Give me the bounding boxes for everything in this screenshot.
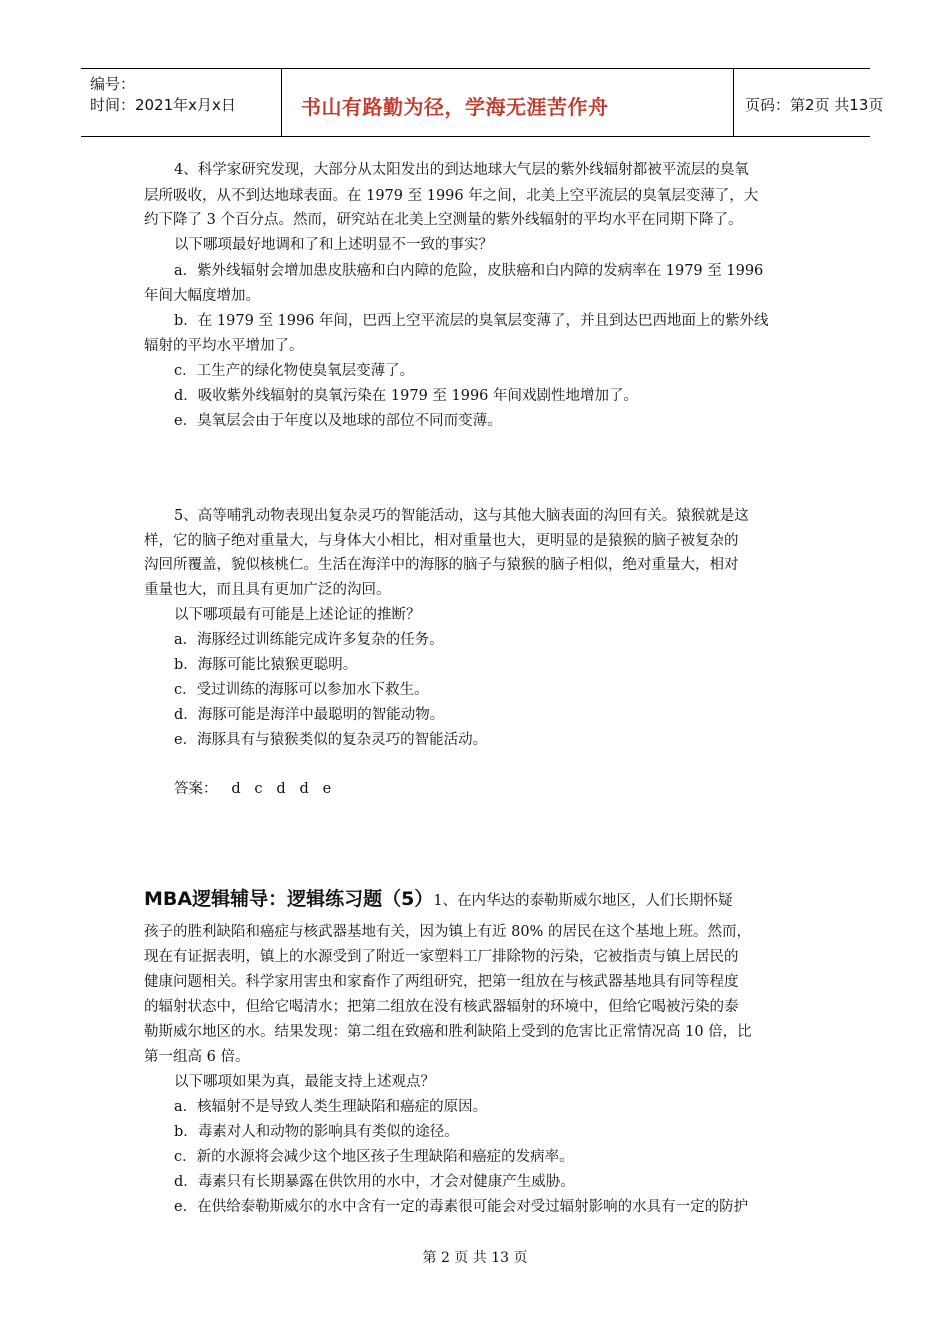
section-option: c．新的水源将会减少这个地区孩子生理缺陷和癌症的发病率。 (174, 1149, 574, 1165)
header-page-info: 页码：第2页 共13页 (745, 96, 884, 114)
q5-stem-line: 沟回所覆盖，貌似核桃仁。生活在海洋中的海豚的脑子与猿猴的脑子相似，绝对重量大，相对 (144, 557, 739, 573)
section-stem-line: 勒斯威尔地区的水。结果发现：第二组在致癌和胜利缺陷上受到的危害比正常情况高 10 倍，比 (144, 1024, 752, 1040)
q4-option-b-cont: 辐射的平均水平增加了。 (144, 338, 304, 354)
q5-option: e．海豚具有与猿猴类似的复杂灵巧的智能活动。 (174, 732, 488, 748)
section-stem-line: 的辐射状态中，但给它喝清水；把第二组放在没有核武器辐射的环境中，但给它喝被污染的泰 (144, 999, 739, 1015)
section-stem-line: 孩子的胜利缺陷和癌症与核武器基地有关，因为镇上有近 80% 的居民在这个基地上班。然而， (144, 924, 751, 940)
q4-stem-line: 层所吸收，从不到达地球表面。在 1979 至 1996 年之间，北美上空平流层的臭氧层变薄了，大 (144, 188, 759, 204)
q4-option-a: a．紫外线辐射会增加患皮肤癌和白内障的危险，皮肤癌和白内障的发病率在 1979 至 1996 (174, 263, 764, 279)
page-footer: 第 2 页 共 13 页 (422, 1250, 528, 1266)
header-motto-cell (281, 69, 734, 136)
page-header (81, 68, 884, 137)
section-option: d．毒素只有长期暴露在供饮用的水中，才会对健康产生威胁。 (174, 1174, 575, 1190)
q4-option-e: e．臭氧层会由于年度以及地球的部位不同而变薄。 (174, 413, 502, 429)
header-number-label: 编号： (90, 75, 136, 93)
header-motto: 书山有路勤为径，学海无涯苦作舟 (301, 95, 609, 119)
header-page-cell (733, 69, 884, 136)
section-stem-line: 第一组高 6 倍。 (144, 1049, 250, 1065)
section-title: MBA逻辑辅导：逻辑练习题（5） (144, 888, 434, 910)
q4-stem-line: 4、科学家研究发现，大部分从太阳发出的到达地球大气层的紫外线辐射都被平流层的臭氧 (174, 162, 749, 178)
section-stem-line: 现在有证据表明，镇上的水源受到了附近一家塑料工厂排除物的污染，它被指责与镇上居民的 (144, 949, 739, 965)
q5-stem-line: 样，它的脑子绝对重量大，与身体大小相比，相对重量也大，更明显的是猿猴的脑子被复杂的 (144, 533, 739, 549)
q4-option-d: d．吸收紫外线辐射的臭氧污染在 1979 至 1996 年间戏剧性地增加了。 (174, 388, 639, 404)
q5-question: 以下哪项最有可能是上述论证的推断？ (174, 607, 421, 623)
section-stem-line: 健康问题相关。科学家用害虫和家畜作了两组研究，把第一组放在与核武器基地具有同等程度 (144, 974, 739, 990)
section-first-line: 1、在内华达的泰勒斯威尔地区，人们长期怀疑 (433, 893, 733, 909)
header-meta-cell (81, 69, 282, 136)
q5-stem-line: 5、高等哺乳动物表现出复杂灵巧的智能活动，这与其他大脑表面的沟回有关。猿猴就是这 (174, 508, 749, 524)
q5-option: b．海豚可能比猿猴更聪明。 (174, 657, 358, 673)
q4-question: 以下哪项最好地调和了和上述明显不一致的事实？ (174, 237, 493, 253)
q4-option-a-cont: 年间大幅度增加。 (144, 288, 260, 304)
section-option: a．核辐射不是导致人类生理缺陷和癌症的原因。 (174, 1099, 488, 1115)
section-option: b．毒素对人和动物的影响具有类似的途径。 (174, 1124, 459, 1140)
section-question: 以下哪项如果为真，最能支持上述观点？ (174, 1074, 435, 1090)
q5-option: d．海豚可能是海洋中最聪明的智能动物。 (174, 707, 445, 723)
q4-option-c: c．工生产的绿化物使臭氧层变薄了。 (174, 363, 415, 379)
q5-option: a．海豚经过训练能完成许多复杂的任务。 (174, 632, 444, 648)
q5-option: c．受过训练的海豚可以参加水下救生。 (174, 682, 429, 698)
answer-key: 答案： d c d d e (174, 781, 332, 797)
section-heading-line (144, 884, 733, 911)
q5-stem-line: 重量也大，而且具有更加广泛的沟回。 (144, 582, 391, 598)
q4-option-b: b．在 1979 至 1996 年间，巴西上空平流层的臭氧层变薄了，并且到达巴西地面上的紫外线 (174, 313, 769, 329)
section-option: e．在供给泰勒斯威尔的水中含有一定的毒素很可能会对受过辐射影响的水具有一定的防护 (174, 1199, 749, 1215)
header-date-label: 时间：2021年x月x日 (90, 96, 236, 114)
q4-stem-line: 约下降了 3 个百分点。然而，研究站在北美上空测量的紫外线辐射的平均水平在同期下降了。 (144, 212, 743, 228)
